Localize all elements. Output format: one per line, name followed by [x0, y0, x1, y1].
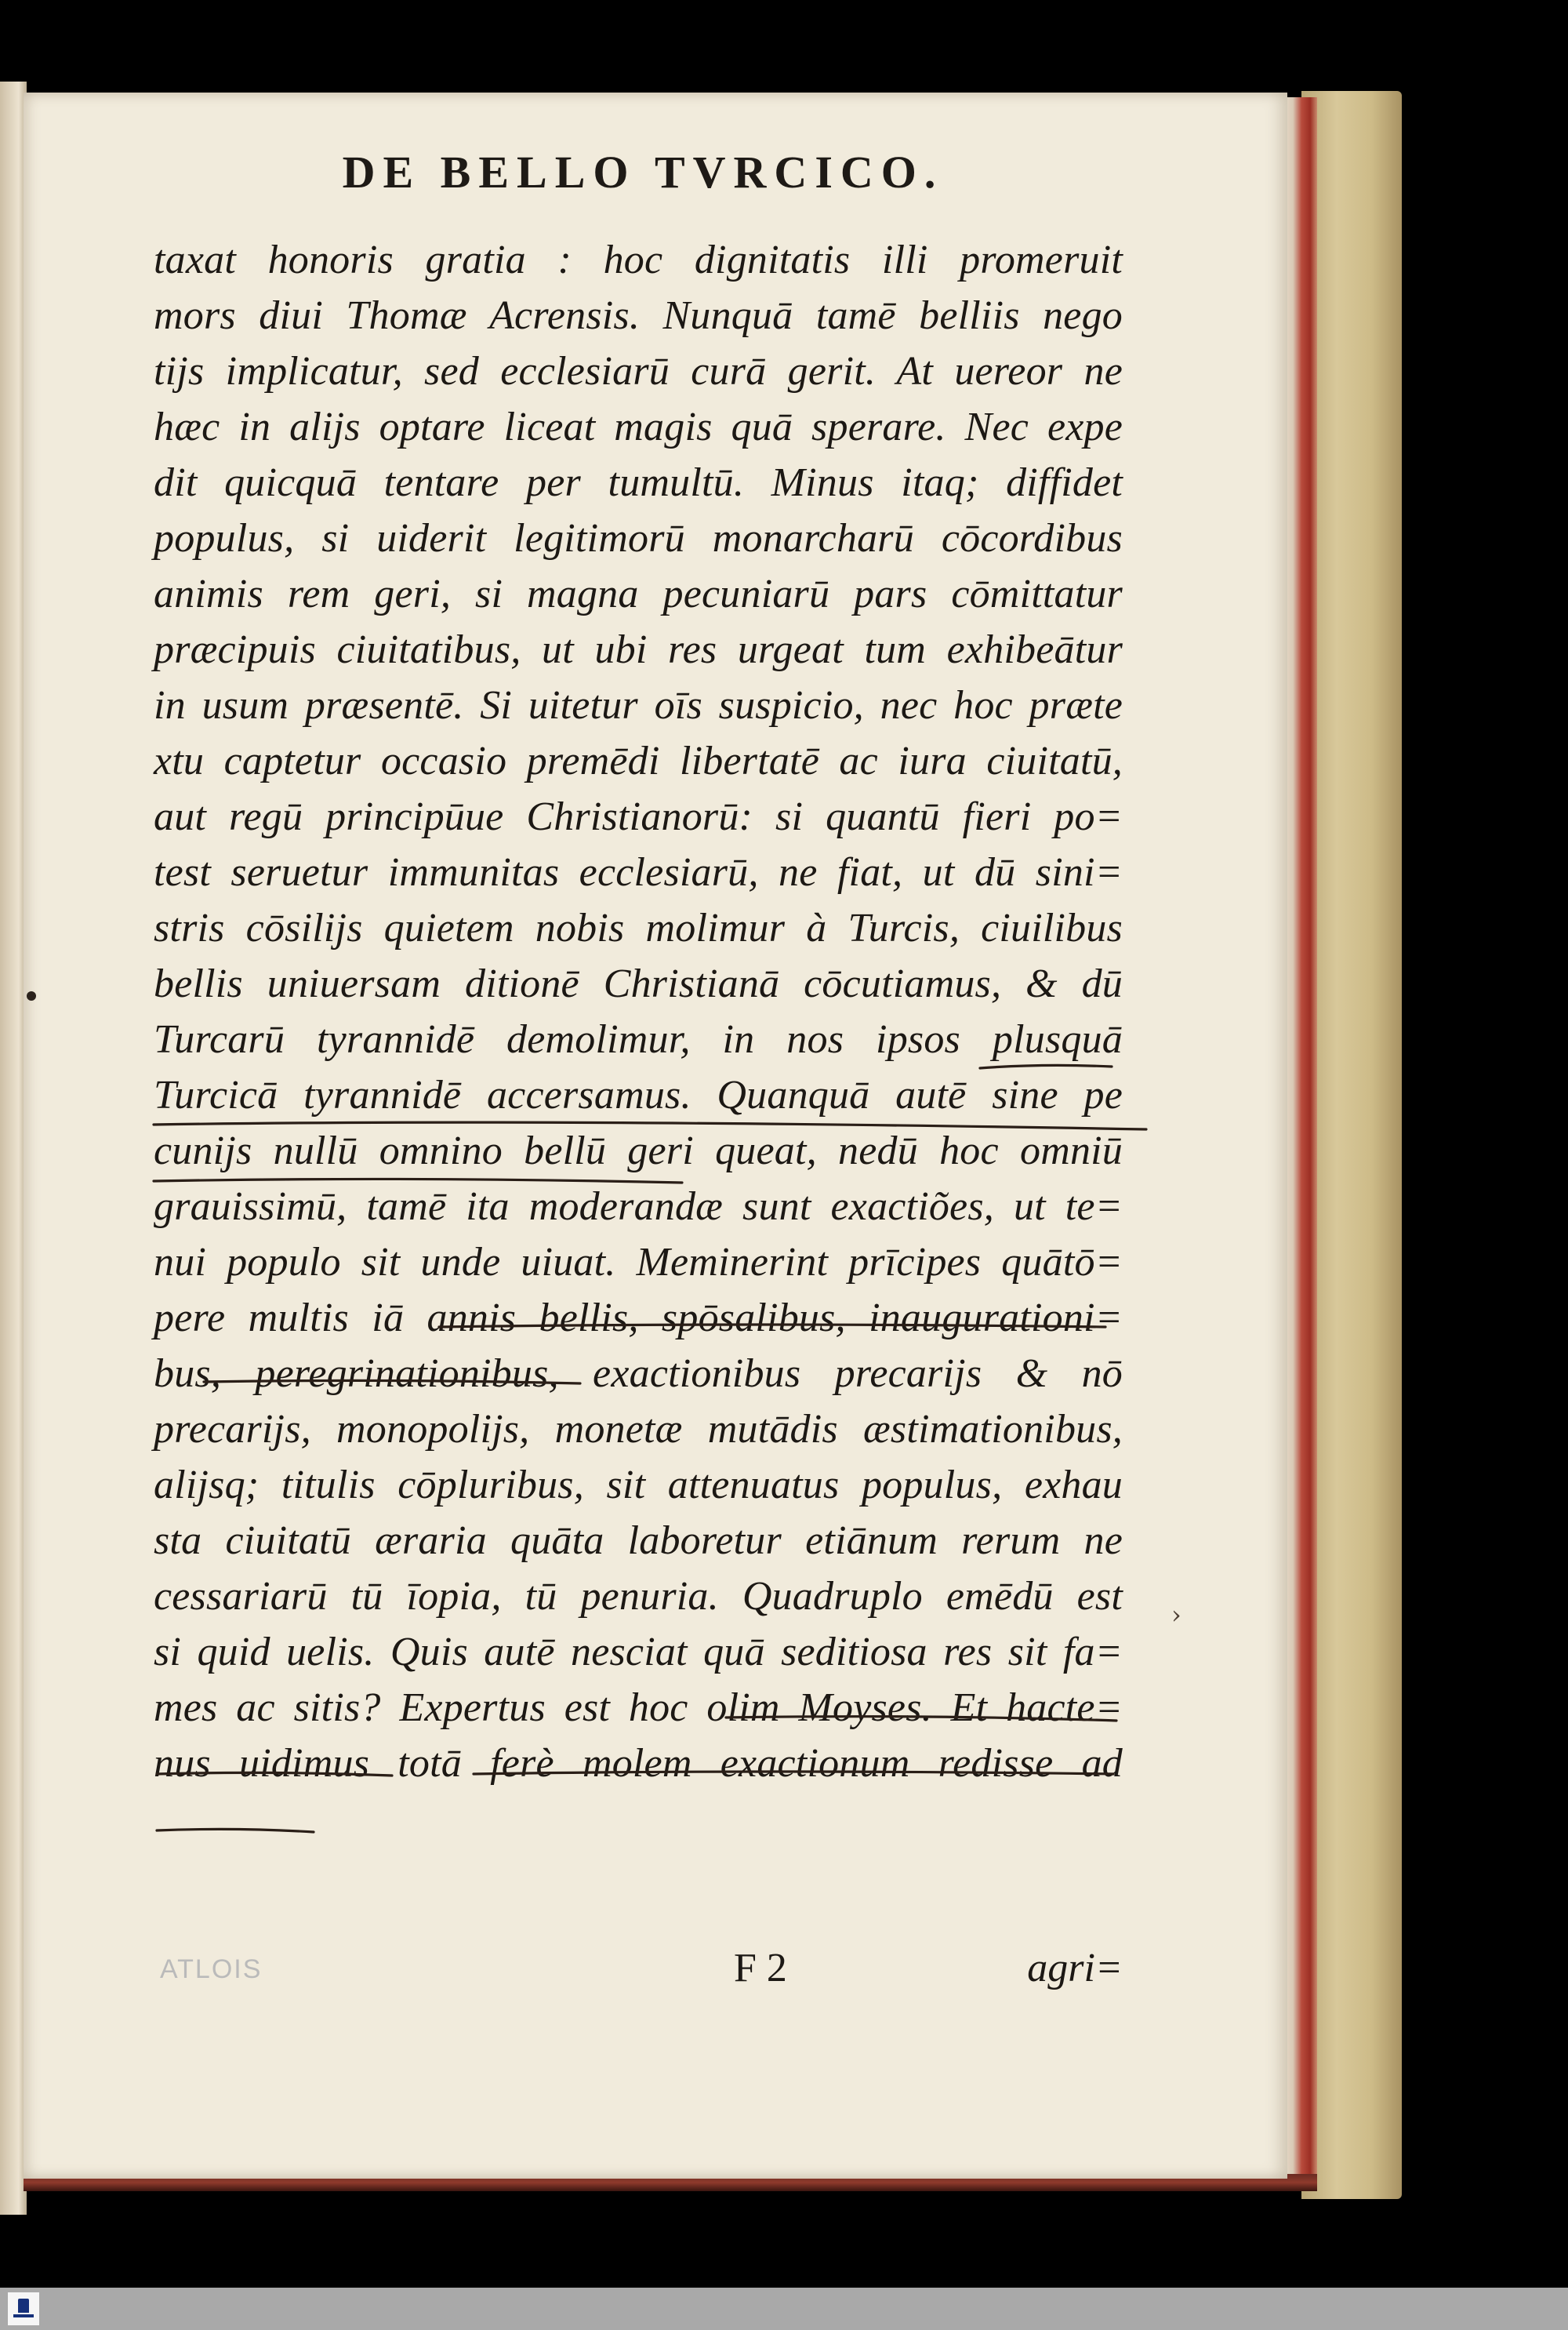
text-line: nui populo sit unde uiuat. Meminerint prīcipes quātō=: [154, 1240, 1123, 1285]
text-line: animis rem geri, si magna pecuniarū pars cōmittatur: [154, 572, 1123, 616]
facing-page-edge: [0, 82, 27, 2215]
text-line: populus, si uiderit legitimorū monarcharū cōcordibus: [154, 516, 1123, 561]
text-line: in usum præsentē. Si uitetur oīs suspicio, nec hoc præte: [154, 683, 1123, 728]
margin-ink-dot: [27, 991, 36, 1001]
text-line: hæc in alijs optare liceat magis quā sperare. Nec expe: [154, 405, 1123, 449]
body-text: [154, 232, 1123, 1791]
text-line: præcipuis ciuitatibus, ut ubi res urgeat tum exhibeātur: [154, 627, 1123, 672]
text-line: dit quicquā tentare per tumultū. Minus itaq; diffidet: [154, 460, 1123, 505]
text-line: cunijs nullū omnino bellū geri queat, nedū hoc omniū: [154, 1129, 1123, 1173]
text-line: precarijs, monopolijs, monetæ mutādis æstimationibus,: [154, 1407, 1123, 1452]
text-line: mors diui Thomæ Acrensis. Nunquā tamē belliis nego: [154, 293, 1123, 338]
catchword: agri=: [1027, 1946, 1123, 1990]
signature-line: [154, 1945, 1123, 2000]
page-fore-edge: [1283, 97, 1317, 2174]
signature-mark: F 2: [734, 1946, 787, 1990]
text-line: Turcarū tyrannidē demolimur, in nos ipsos plusquā: [154, 1017, 1123, 1062]
text-line: pere multis iā annis bellis, spōsalibus, inaugurationi=: [154, 1296, 1123, 1340]
text-line: taxat honoris gratia : hoc dignitatis illi promeruit: [154, 238, 1123, 282]
library-logo-icon[interactable]: [8, 2292, 39, 2325]
text-line: nus uidimus totā ferè molem exactionum redisse ad: [154, 1741, 1123, 1786]
text-line: Turcicā tyrannidē accersamus. Quanquā autē sine pe: [154, 1073, 1123, 1118]
text-line: bus, peregrinationibus, exactionibus precarijs & nō: [154, 1351, 1123, 1396]
margin-annotation-mark: ›: [1171, 1600, 1181, 1630]
text-line: sta ciuitatū æraria quāta laboretur etiānum rerum ne: [154, 1518, 1123, 1563]
text-line: test seruetur immunitas ecclesiarū, ne fiat, ut dū sini=: [154, 850, 1123, 895]
text-line: stris cōsilijs quietem nobis molimur à Turcis, ciuilibus: [154, 906, 1123, 951]
text-line: si quid uelis. Quis autē nesciat quā seditiosa res sit fa=: [154, 1630, 1123, 1674]
text-line: aut regū principūue Christianorū: si quantū fieri po=: [154, 794, 1123, 839]
text-line: cessariarū tū īopia, tū penuria. Quadruplo emēdū est: [154, 1574, 1123, 1619]
running-head: DE BELLO TVRCICO.: [342, 147, 944, 198]
viewer-footer-bar: [0, 2288, 1568, 2330]
text-line: bellis uniuersam ditionē Christianā cōcutiamus, & dū: [154, 961, 1123, 1006]
text-line: mes ac sitis? Expertus est hoc olim Moyses. Et hacte=: [154, 1685, 1123, 1730]
text-line: alijsq; titulis cōpluribus, sit attenuatus populus, exhau: [154, 1463, 1123, 1507]
text-line: xtu captetur occasio premēdi libertatē ac iura ciuitatū,: [154, 739, 1123, 783]
library-stamp: ATLOIS: [160, 1954, 263, 1984]
text-line: tijs implicatur, sed ecclesiarū curā gerit. At uereor ne: [154, 349, 1123, 394]
text-line: grauissimū, tamē ita moderandæ sunt exactiões, ut te=: [154, 1184, 1123, 1229]
